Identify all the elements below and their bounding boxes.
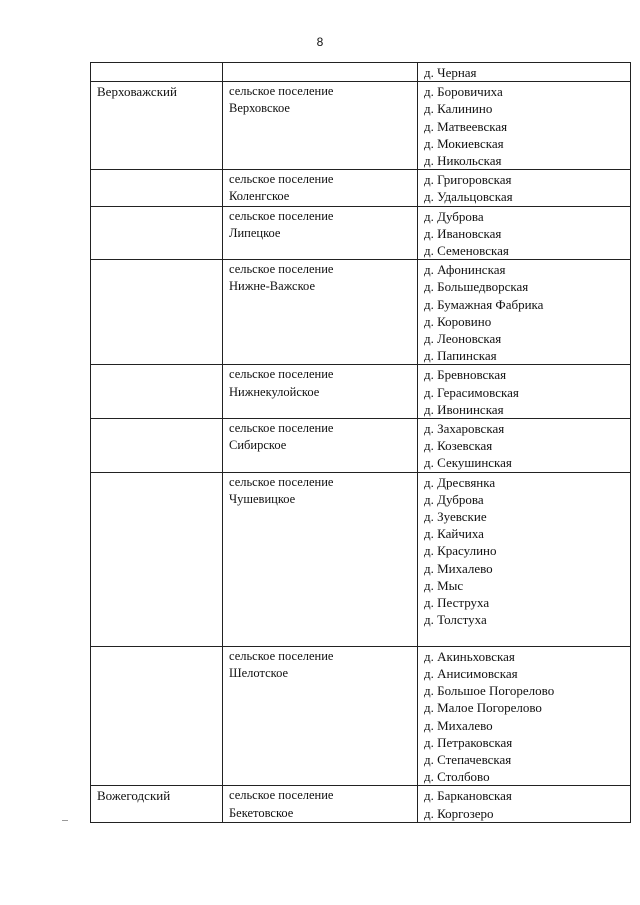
village-item: д. Мокиевская [424,135,504,151]
village-item: д. Петраковская [424,734,513,750]
villages-cell [418,786,631,822]
villages-cell [418,82,631,170]
village-item: д. Афонинская [424,262,506,278]
village-item: д. Леоновская [424,331,502,347]
villages-cell [418,472,631,646]
table-row [91,260,631,365]
settlement-line: сельское поселение [229,208,334,223]
settlement-cell [223,419,418,473]
table-row [91,206,631,260]
district-cell [91,472,223,646]
village-item: д. Пеструха [424,595,490,611]
settlement-cell [223,786,418,822]
settlement-line: сельское поселение [229,262,334,277]
settlement-cell [223,646,418,786]
village-item: д. Ивонинская [424,401,504,417]
village-item: д. Михалево [424,560,493,576]
village-item: д. Герасимовская [424,384,519,400]
villages-cell [418,170,631,206]
village-item: д. Бумажная Фабрика [424,296,544,312]
settlement-line: Нижне-Важское [229,279,315,294]
village-item: д. Столбово [424,769,490,785]
settlement-cell [223,82,418,170]
settlement-line: Чушевицкое [229,491,296,506]
page-number: 8 [316,35,324,49]
settlement-line: Верховское [229,101,290,116]
villages-cell [418,260,631,365]
village-item: д. Коргозеро [424,805,494,821]
settlement-line: Бекетовское [229,805,294,820]
settlement-line: сельское поселение [229,172,334,187]
district-cell [91,365,223,419]
settlements-table-body [91,63,631,823]
village-item: д. Степачевская [424,751,512,767]
village-item: д. Михалево [424,717,493,733]
village-item: д. Черная [424,65,477,80]
villages-cell [418,206,631,260]
village-item: д. Григоровская [424,172,512,188]
village-item: д. Матвеевская [424,118,508,134]
settlement-line: сельское поселение [229,421,334,436]
villages-cell [418,419,631,473]
settlement-line: сельское поселение [229,648,334,663]
table-row [91,472,631,646]
settlement-cell [223,472,418,646]
village-item: д. Семеновская [424,243,509,259]
settlement-line: сельское поселение [229,474,334,489]
village-item: д. Дуброва [424,491,484,507]
village-item: д. Секушинская [424,455,512,471]
table-row [91,786,631,822]
settlement-line: сельское поселение [229,84,334,99]
settlement-line: Коленгское [229,189,290,204]
village-item: д. Красулино [424,543,497,559]
margin-mark [62,820,68,821]
table-row [91,82,631,170]
village-item: д. Бревновская [424,367,507,383]
district-cell [91,419,223,473]
district-cell [91,170,223,206]
settlement-line: Липецкое [229,225,281,240]
settlement-cell [223,170,418,206]
settlement-cell [223,63,418,82]
district-cell [91,63,223,82]
village-item: д. Кайчиха [424,526,484,542]
settlement-cell [223,206,418,260]
district-cell [91,206,223,260]
village-item: д. Баркановская [424,788,512,804]
district-cell [91,260,223,365]
village-item: д. Большое Погорелово [424,683,555,699]
village-item: д. Удальцовская [424,189,513,205]
village-item: д. Захаровская [424,421,505,437]
villages-cell [418,365,631,419]
district-cell [91,646,223,786]
village-item: д. Дресвянка [424,474,496,490]
settlement-line: сельское поселение [229,367,334,382]
settlement-line: Нижнекулойское [229,384,320,399]
settlement-line: сельское поселение [229,788,334,803]
village-item: д. Большедворская [424,279,529,295]
settlements-table [90,62,631,823]
village-item: д. Коровино [424,313,492,329]
village-item: д. Папинская [424,348,497,364]
village-item: д. Никольская [424,153,502,169]
village-item: д. Малое Погорелово [424,700,542,716]
village-item: д. Анисимовская [424,665,518,681]
village-item: д. Акиньховская [424,648,515,664]
district-cell: Верховажский [91,82,223,170]
village-item: д. Мыс [424,577,464,593]
villages-cell [418,63,631,82]
settlement-cell [223,260,418,365]
villages-cell [418,646,631,786]
village-item: д. Калинино [424,101,493,117]
settlement-line: Шелотское [229,665,289,680]
table-row [91,170,631,206]
village-item: д. Боровичиха [424,84,503,100]
blank-line [424,629,624,646]
settlement-line: Сибирское [229,438,287,453]
village-item: д. Дуброва [424,208,484,224]
table-row [91,365,631,419]
table-row [91,646,631,786]
table-row [91,419,631,473]
district-cell: Вожегодский [91,786,223,822]
village-item: д. Зуевские [424,509,487,525]
village-item: д. Козевская [424,438,493,454]
table-row [91,63,631,82]
village-item: д. Ивановская [424,225,502,241]
village-item: д. Толстуха [424,612,487,628]
settlement-cell [223,365,418,419]
